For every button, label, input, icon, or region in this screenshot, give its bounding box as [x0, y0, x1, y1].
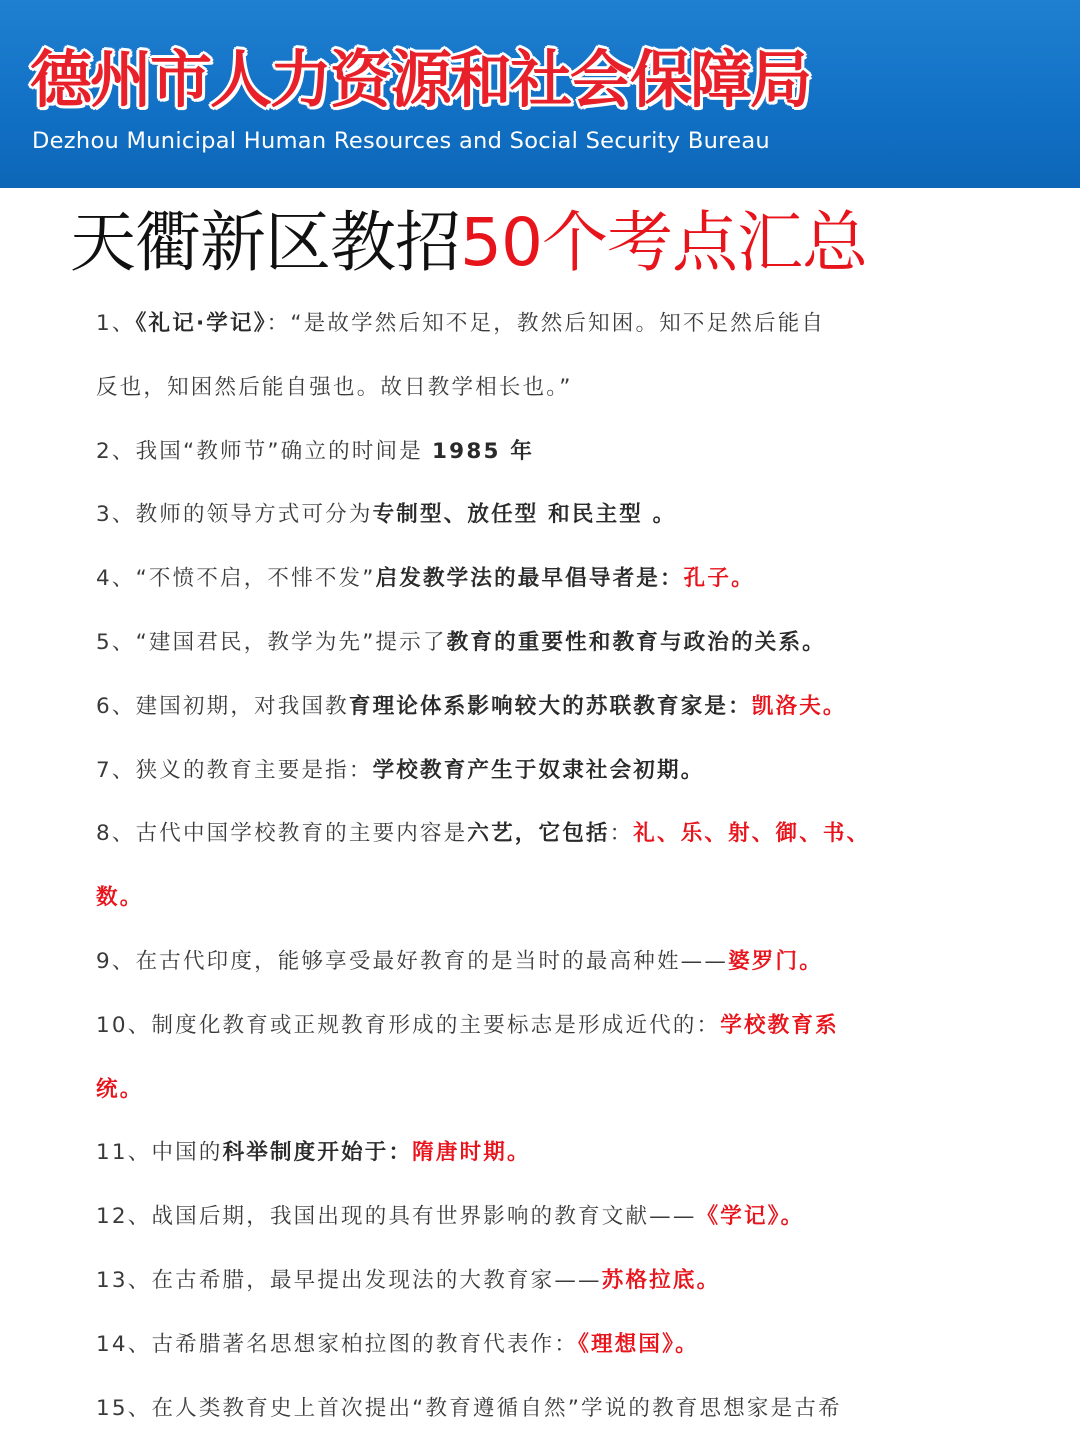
list-item: 6、建国初期，对我国教育理论体系影响较大的苏联教育家是：凯洛夫。 [96, 693, 847, 719]
list-item: 14、古希腊著名思想家柏拉图的教育代表作：《理想国》。 [96, 1331, 699, 1357]
list-item: 7、狭义的教育主要是指：学校教育产生于奴隶社会初期。 [96, 757, 705, 783]
list-item-continued: 数。 [96, 885, 144, 911]
list-item: 2、我国“教师节”确立的时间是 1985 年 [96, 438, 535, 464]
page-title [70, 198, 1070, 288]
point-list [96, 292, 956, 1440]
list-item-continued: 反也，知困然后能自强也。故日教学相长也。” [96, 374, 573, 400]
list-item: 13、在古希腊，最早提出发现法的大教育家——苏格拉底。 [96, 1267, 721, 1293]
list-item: 11、中国的科举制度开始于：隋唐时期。 [96, 1140, 531, 1166]
list-item: 5、“建国君民，教学为先”提示了教育的重要性和教育与政治的关系。 [96, 629, 826, 655]
list-item: 10、制度化教育或正规教育形成的主要标志是形成近代的：学校教育系 [96, 1012, 839, 1038]
list-item: 3、教师的领导方式可分为专制型、放任型 和民主型 。 [96, 502, 677, 528]
bureau-title: 德州市人力资源和社会保障局 [30, 43, 811, 116]
page-title-black: 天衢新区教招 [70, 204, 460, 281]
list-item: 12、战国后期，我国出现的具有世界影响的教育文献——《学记》。 [96, 1204, 805, 1230]
list-item: 9、在古代印度，能够享受最好教育的是当时的最高种姓——婆罗门。 [96, 948, 823, 974]
list-item-continued: 统。 [96, 1076, 144, 1102]
header-banner [0, 0, 1080, 188]
page-title-red: 50个考点汇总 [460, 204, 867, 281]
list-item: 8、古代中国学校教育的主要内容是六艺，它包括：礼、乐、射、御、书、 [96, 821, 871, 847]
list-item: 1、《礼记·学记》：“是故学然后知不足，教然后知困。知不足然后能自 [96, 311, 826, 336]
list-item: 4、“不愤不启，不悱不发”启发教学法的最早倡导者是：孔子。 [96, 566, 755, 592]
list-item: 15、在人类教育史上首次提出“教育遵循自然”学说的教育思想家是古希 [96, 1395, 842, 1421]
bureau-subtitle: Dezhou Municipal Human Resources and Social Security Bureau [32, 128, 770, 154]
